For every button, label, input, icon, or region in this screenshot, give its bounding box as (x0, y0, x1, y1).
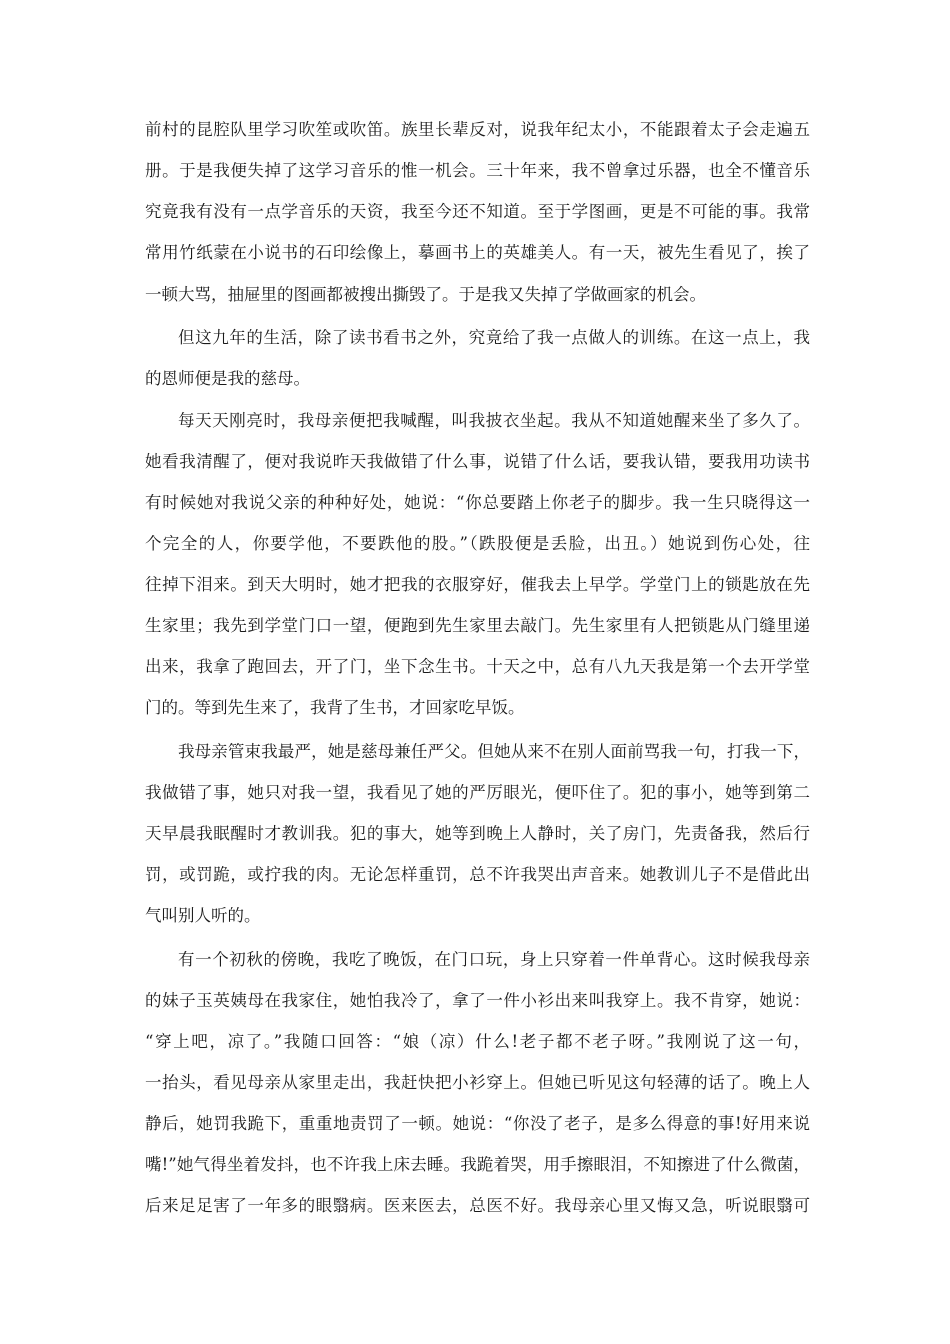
text-line: 罚，或罚跪，或拧我的肉。无论怎样重罚，总不许我哭出声音来。她教训儿子不是借此出 (145, 865, 810, 884)
paragraph-first-line: 我母亲管束我最严，她是慈母兼任严父。但她从来不在别人面前骂我一句，打我一下， (178, 742, 810, 761)
text-line: 的恩师便是我的慈母。 (145, 369, 310, 388)
text-line: 有时候她对我说父亲的种种好处，她说：“你总要踏上你老子的脚步。我一生只晓得这一 (145, 493, 810, 512)
paragraph-first-line: 有一个初秋的傍晚，我吃了晚饭，在门口玩，身上只穿着一件单背心。这时候我母亲 (178, 950, 810, 969)
text-line: 往掉下泪来。到天大明时，她才把我的衣服穿好，催我去上早学。学堂门上的锁匙放在先 (145, 575, 810, 594)
text-line: 常用竹纸蒙在小说书的石印绘像上，摹画书上的英雄美人。有一天，被先生看见了，挨了 (145, 243, 810, 262)
text-line: 她看我清醒了，便对我说昨天我做错了什么事，说错了什么话，要我认错，要我用功读书 (145, 452, 810, 471)
text-line: 个完全的人，你要学他，不要跌他的股。”（跌股便是丢脸，出丑。）她说到伤心处，往 (145, 534, 810, 553)
text-line: 门的。等到先生来了，我背了生书，才回家吃早饭。 (145, 698, 525, 717)
text-line: 一顿大骂，抽屉里的图画都被搜出撕毁了。于是我又失掉了学做画家的机会。 (145, 285, 706, 304)
text-line: 气叫别人听的。 (145, 906, 261, 925)
text-line: 我做错了事，她只对我一望，我看见了她的严厉眼光，便吓住了。犯的事小，她等到第二 (145, 783, 810, 802)
text-line: 的妹子玉英姨母在我家住，她怕我冷了，拿了一件小衫出来叫我穿上。我不肯穿，她说： (145, 991, 810, 1010)
text-line: 静后，她罚我跪下，重重地责罚了一顿。她说：“你没了老子，是多么得意的事!好用来说 (145, 1114, 810, 1133)
text-line: “穿上吧，凉了。”我随口回答：“娘（凉）什么!老子都不老子呀。”我刚说了这一句， (145, 1032, 810, 1051)
text-line: 究竟我有没有一点学音乐的天资，我至今还不知道。至于学图画，更是不可能的事。我常 (145, 202, 810, 221)
text-line: 前村的昆腔队里学习吹笙或吹笛。族里长辈反对，说我年纪太小，不能跟着太子会走遍五 (145, 120, 810, 139)
text-line: 后来足足害了一年多的眼翳病。医来医去，总医不好。我母亲心里又悔又急，听说眼翳可 (145, 1196, 810, 1215)
paragraph-first-line: 但这九年的生活，除了读书看书之外，究竟给了我一点做人的训练。在这一点上，我 (178, 328, 810, 347)
text-line: 册。于是我便失掉了这学习音乐的惟一机会。三十年来，我不曾拿过乐器，也全不懂音乐 (145, 161, 810, 180)
text-line: 天早晨我眠醒时才教训我。犯的事大，她等到晚上人静时，关了房门，先责备我，然后行 (145, 824, 810, 843)
text-line: 一抬头，看见母亲从家里走出，我赶快把小衫穿上。但她已听见这句轻薄的话了。晚上人 (145, 1073, 810, 1092)
text-line: 嘴!”她气得坐着发抖，也不许我上床去睡。我跪着哭，用手擦眼泪，不知擦进了什么微菌， (145, 1155, 810, 1174)
paragraph-first-line: 每天天刚亮时，我母亲便把我喊醒，叫我披衣坐起。我从不知道她醒来坐了多久了。 (178, 411, 810, 430)
text-line: 生家里；我先到学堂门口一望，便跑到先生家里去敲门。先生家里有人把锁匙从门缝里递 (145, 616, 810, 635)
text-line: 出来，我拿了跑回去，开了门，坐下念生书。十天之中，总有八九天我是第一个去开学堂 (145, 657, 810, 676)
